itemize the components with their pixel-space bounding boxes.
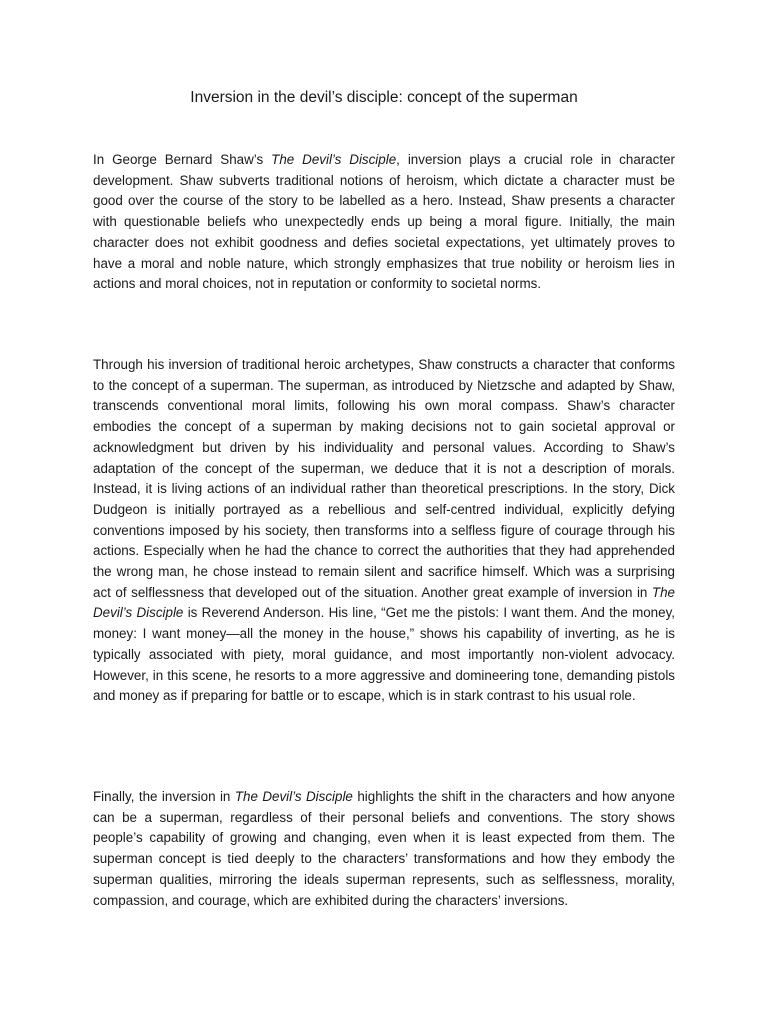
paragraph-1-run-2: The Devil’s Disciple	[271, 152, 397, 167]
paragraph-2-run-3: is Reverend Anderson. His line, “Get me the pistols: I want them. And the money, money: I want money—all the money in the house,” shows his capability of inverting, as he is typically associated with piety, moral guidance, and most importantly non-violent advocacy. However, in this scene, he resorts to a more aggressive and domineering tone, demanding pistols and money as if preparing for battle or to escape, which is in stark contrast to his usual role.	[93, 605, 676, 704]
paragraph-3-run-2: The Devil’s Disciple	[234, 789, 353, 804]
paragraph-3	[93, 787, 675, 911]
paragraph-1-run-1: In George Bernard Shaw’s	[93, 152, 272, 167]
paragraph-3-run-3: highlights the shift in the characters and how anyone can be a superman, regardless of their personal beliefs and conventions. The story shows people’s capability of growing and changing, even when it is least expected from them. The superman concept is tied deeply to the characters’ transformations and how they embody the superman qualities, mirroring the ideals superman represents, such as selflessness, morality, compassion, and courage, which are exhibited during the characters’ inversions.	[93, 789, 676, 908]
document-title: Inversion in the devil’s disciple: concept of the superman	[190, 89, 578, 106]
paragraph-2	[93, 355, 675, 707]
paragraph-2-run-1: Through his inversion of traditional heroic archetypes, Shaw constructs a character that conforms to the concept of a superman. The superman, as introduced by Nietzsche and adapted by Shaw, transcends conventional moral limits, following his own moral compass. Shaw’s character embodies the concept of a superman by making decisions not to gain societal approval or acknowledgment but driven by his individuality and personal values. According to Shaw’s adaptation of the concept of the superman, we deduce that it is not a description of morals. Instead, it is living actions of an individual rather than theoretical prescriptions. In the story, Dick Dudgeon is initially portrayed as a rebellious and self-centred individual, explicitly defying conventions imposed by his society, then transforms into a selfless figure of courage through his actions. Especially when he had the chance to correct the authorities that they had apprehended the wrong man, he chose instead to remain silent and sacrifice himself. Which was a surprising act of selflessness that developed out of the situation. Another great example of inversion in	[93, 357, 675, 600]
paragraph-1	[93, 150, 675, 295]
paragraph-1-run-3: , inversion plays a crucial role in character development. Shaw subverts traditional notions of heroism, which dictate a character must be good over the course of the story to be labelled as a hero. Instead, Shaw presents a character with questionable beliefs who unexpectedly ends up being a moral figure. Initially, the main character does not exhibit goodness and defies societal expectations, yet ultimately proves to have a moral and noble nature, which strongly emphasizes that true nobility or heroism lies in actions and moral choices, not in reputation or conformity to societal norms.	[93, 152, 676, 292]
paragraph-2-run-2: The Devil’s Disciple	[93, 584, 675, 621]
paragraph-3-run-1: Finally, the inversion in	[93, 789, 235, 804]
